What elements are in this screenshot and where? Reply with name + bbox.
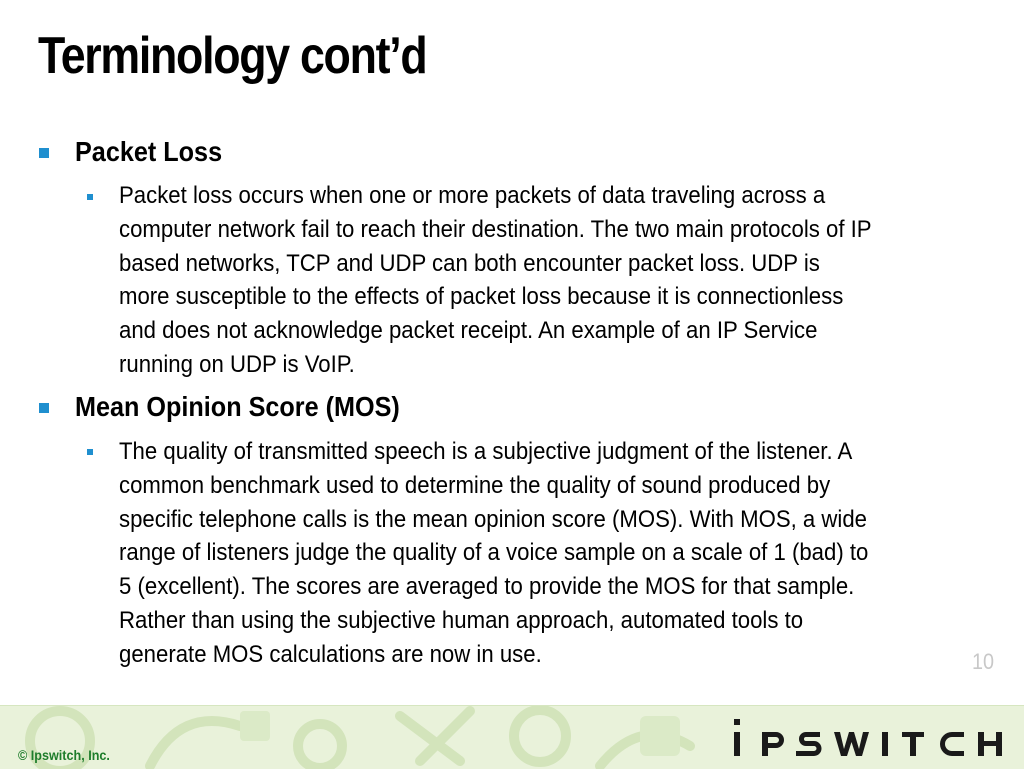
square-bullet-icon xyxy=(39,148,49,158)
text-line: generate MOS calculations are now in use. xyxy=(119,640,542,668)
section-heading-packet-loss: Packet Loss xyxy=(75,136,223,167)
page-number: 10 xyxy=(972,649,995,674)
text-line: common benchmark used to determine the quality of sound produced by xyxy=(119,471,831,499)
text-line: Rather than using the subjective human approach, automated tools to xyxy=(119,606,804,634)
text-line: more susceptible to the effects of packet loss because it is connectionless xyxy=(119,283,844,311)
text-line: and does not acknowledge packet receipt. An example of an IP Service xyxy=(119,317,818,345)
text-line: 5 (excellent). The scores are averaged to provide the MOS for that sample. xyxy=(119,573,855,601)
square-bullet-icon xyxy=(39,403,49,413)
footer-bar xyxy=(0,705,1024,769)
text-line: running on UDP is VoIP. xyxy=(119,350,355,378)
slide-title: Terminology cont’d xyxy=(38,27,427,85)
copyright-text: © Ipswitch, Inc. xyxy=(18,747,110,763)
text-line: based networks, TCP and UDP can both encounter packet loss. UDP is xyxy=(119,249,820,277)
paragraph-mos xyxy=(119,435,1019,672)
section-heading-mos: Mean Opinion Score (MOS) xyxy=(75,391,400,422)
square-bullet-icon xyxy=(87,194,93,200)
text-line: specific telephone calls is the mean opinion score (MOS). With MOS, a wide xyxy=(119,505,868,533)
text-line: computer network fail to reach their destination. The two main protocols of IP xyxy=(119,215,872,243)
paragraph-packet-loss xyxy=(119,179,1019,382)
ipswitch-logo xyxy=(726,716,1008,764)
square-bullet-icon xyxy=(87,449,93,455)
text-line: range of listeners judge the quality of a voice sample on a scale of 1 (bad) to xyxy=(119,539,869,567)
text-line: The quality of transmitted speech is a subjective judgment of the listener. A xyxy=(119,438,853,465)
text-line: Packet loss occurs when one or more packets of data traveling across a xyxy=(119,182,826,209)
